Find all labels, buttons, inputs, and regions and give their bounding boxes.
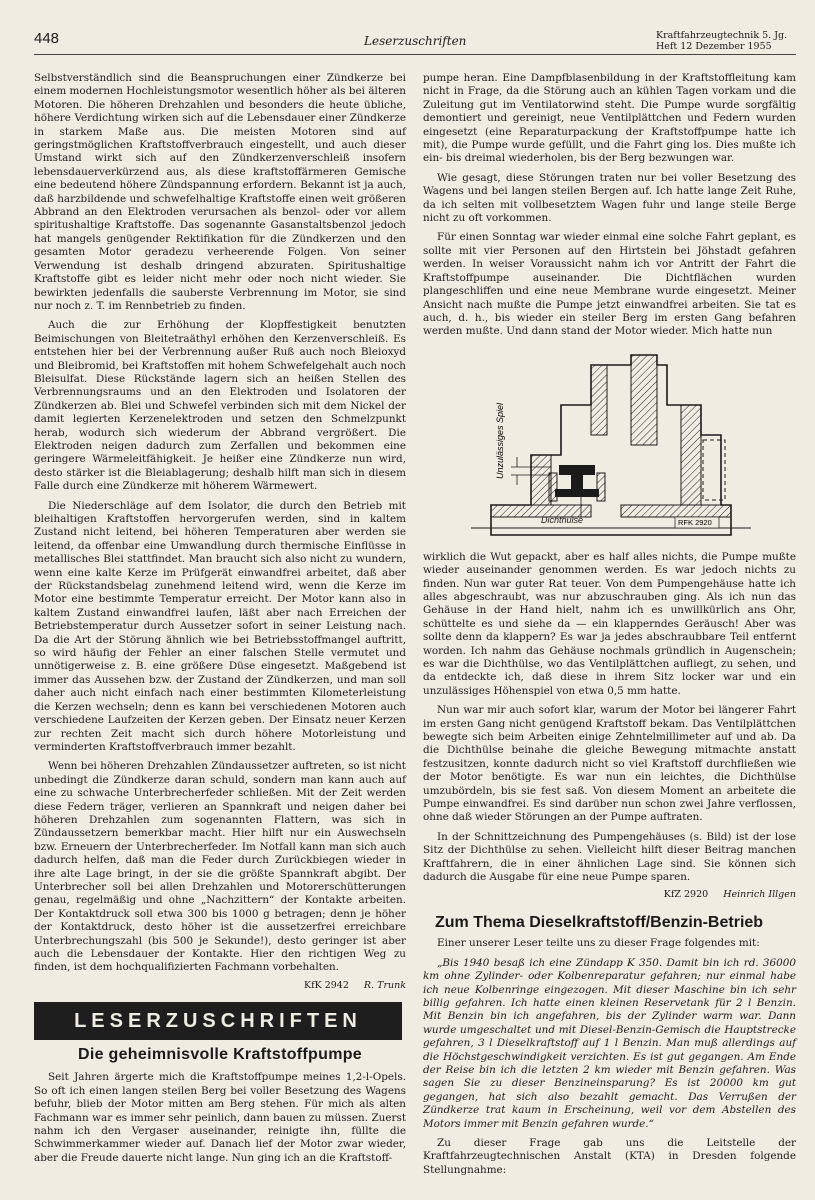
pump-drawing-svg (431, 345, 791, 541)
right-signature-name: Heinrich Illgen (723, 889, 796, 901)
right-paragraph-3: Für einen Sonntag war wieder einmal eine solche Fahrt geplant, es sollte mit vier Personen auf den Hirtstein bei Jöhstadt gefahren werden. In weiser Voraussicht nahm ich vor Antritt der Fahrt die Kraftstoffpumpe auseinander. Die Dichtflächen wurden plangeschliffen und eine neue Membrane wurde eingesetzt. Meiner Ansicht nach mußte die Pumpe jetzt einwandfrei arbeiten. Sie tat es auch, d. h., bis wieder ein steiler Berg im ersten Gang befahren werden mußte. Und dann stand der Motor wieder. Mich hatte nun (423, 231, 796, 338)
diesel-article-title: Zum Thema Dieselkraftstoff/Benzin-Betrieb (435, 913, 764, 931)
diesel-article (423, 913, 796, 1177)
section-banner: LESERZUSCHRIFTEN (34, 1002, 402, 1040)
left-signature-name: R. Trunk (363, 979, 406, 991)
pump-article (34, 1048, 406, 1165)
left-signature (34, 979, 406, 992)
pump-article-paragraph: Seit Jahren ärgerte mich die Kraftstoffpumpe meines 1,2-l-Opels. So oft ich einen langen steilen Berg bei voller Besetzung des Wagens befuhr, blieb der Motor mitten am Berg stehen. Für mich als alten Fachmann war es immer sehr peinlich, dann bauen zu müssen. Zuerst nahm ich den Vergaser auseinander, reinigte ihn, füllte die Schwimmerkammer wieder auf. Danach lief der Motor zwar wieder, aber die Freude dauerte nicht lange. Nun ging ich an die Kraftstoff- (34, 1071, 406, 1164)
label-unzulaessiges-spiel: Unzulässiges Spiel (495, 402, 505, 479)
left-paragraph-1: Selbstverständlich sind die Beanspruchungen einer Zündkerze bei einem modernen Hochleistungsmotor wesentlich höher als bei älteren Motoren. Die höheren Drehzahlen und besonders die heute übliche, höhere Verdichtung wirken sich auf die Lebensdauer einer Zündkerze in starkem Maße aus. Die meisten Motoren sind auf geringstmöglichen Kraftstoffverbrauch eingestellt, und auch dieser Umstand wirkt sich auf den Zündkerzenverschleiß insofern lebensdauerverkürzend aus, als diese kraftstoffärmeren Gemische eine bedeutend höhere Zündspannung erfordern. Bekannt ist ja auch, daß harzbildende und schwefelhaltige Kraftstoffe einen weit größeren Abbrand an den Elektroden verursachen als benzol- oder vor allem spiritushaltige Kraftstoffe. Das sogenannte Gasanstaltsbenzol jedoch hat mangels genügender Rektifikation für die Zündkerzen und den gesamten Motor geradezu verheerende Folgen. Von seiner Verwendung ist deshalb dringend abzuraten. Spiritushaltige Kraftstoffe gibt es leider nicht mehr oder noch nicht wieder. Sie bewirkten jedenfalls die sauberste Verbrennung im Motor, sie sind nur noch z. T. im Rennbetrieb zu finden. (34, 72, 406, 312)
right-paragraph-4: wirklich die Wut gepackt, aber es half alles nichts, die Pumpe mußte wieder auseinander genommen werden. Es war jedoch nichts zu finden. Nun war guter Rat teuer. Von dem Pumpengehäuse hatte ich alles abgeschraubt, was nur abzuschrauben ging. Als ich nun das Gehäuse in der Hand hielt, nahm ich es unwillkürlich ans Ohr, schüttelte es und siehe da — ein klapperndes Geräusch! Aber was sollte denn da klappern? Es war ja jedes abschraubbare Teil entfernt worden. Ich nahm das Gehäuse nochmals gründlich in Augenschein; es war die Dichthülse, wo das Ventilplättchen aufliegt, zu sehen, und da entdeckte ich, daß diese in ihrem Sitz locker war und ein unzulässiges Höhenspiel von etwa 0,5 mm hatte. (423, 550, 796, 697)
right-signature-code: KfZ 2920 (663, 889, 709, 901)
left-column (34, 72, 406, 998)
left-paragraph-3: Die Niederschläge auf dem Isolator, die durch den Betrieb mit bleihaltigen Kraftstoffen hervorgerufen werden, sind in kaltem Zustand nicht leitend, bei höheren Temperaturen aber werden sie leitend, da offenbar eine Umwandlung durch thermische Einflüsse in metallisches Blei stattfindet. Man braucht sich also nicht zu wundern, wenn eine kalte Kerze im Prüfgerät einwandfrei arbeitet, daß aber der Rückstandsbelag zunehmend leitend wird, wenn die Kerze im Motor eine bestimmte Temperatur erreicht. Der Motor kann also in kaltem Zustand einwandfrei laufen, läßt aber nach Erreichen der Betriebstemperatur durch Aussetzer sofort in seiner Leistung nach. Da die Art der Störung ähnlich wie bei Betriebsstoffmangel auftritt, so wird häufig der Fehler an einer falschen Stelle vermutet und unnötigerweise z. B. eine größere Düse eingesetzt. Maßgebend ist immer das Aussehen bzw. der Zustand der Zündkerzen, und man soll daher auch nicht einfach nach einer bestimmten Kilometerleistung die Kerzen wechseln; denn es kann bei verschiedenen Motoren auch verschiedene Laufzeiten der Kerzen geben. Der Einsatz neuer Kerzen zur rechten Zeit macht sich durch höhere Motorleistung und verminderten Kraftstoffverbrauch immer bezahlt. (34, 499, 406, 753)
journal-line-2: Heft 12 Dezember 1955 (656, 41, 772, 52)
left-signature-code: KfK 2942 (303, 979, 349, 991)
right-paragraph-6: In der Schnittzeichnung des Pumpengehäuses (s. Bild) ist der lose Sitz der Dichthülse zu sehen. Vielleicht hilft dieser Beitrag manchen Kraftfahrern, die in einer ähnlichen Lage sind. Sie können sich dadurch die Ausgabe für eine neue Pumpe sparen. (423, 830, 796, 884)
journal-line-1: Kraftfahrzeugtechnik 5. Jg. (656, 30, 788, 41)
left-paragraph-2: Auch die zur Erhöhung der Klopffestigkeit benutzten Beimischungen von Bleitetraäthyl erhöhen den Kerzenverschleiß. Es entstehen hier bei der Verbrennung außer Ruß auch noch Bleioxyd und Bleibromid, bei Kraftstoffen mit hohem Schwefelgehalt auch noch Bleisulfat. Diese Rückstände lagern sich an heißen Stellen des Verbrennungsraums und an den Elektroden und Isolatoren der Zündkerzen ab. Blei und Schwefel verbinden sich mit dem Nickel der damit legierten Kerzenelektroden und setzen den Schmelzpunkt herab, wodurch sich wiederum der Abbrand vergrößert. Die Elektroden neigen dadurch zum Zerfallen und bekommen eine geringere Wärmeleitfähigkeit. Je heißer eine Zündkerze nun wird, desto stärker ist die Bleiablagerung; deshalb hilft man sich in diesem Falle durch eine Zündkerze mit höherem Wärmewert. (34, 319, 406, 493)
label-dichthuelse: Dichthülse (541, 514, 584, 525)
right-paragraph-2: Wie gesagt, diese Störungen traten nur bei voller Besetzung des Wagens und bei langen steilen Bergen auf. Ich hatte lange Zeit Ruhe, da ich selten mit vollbesetztem Wagen fuhr und lange steile Berge nicht zu oft vorkommen. (423, 171, 796, 225)
right-paragraph-1: pumpe heran. Eine Dampfblasenbildung in der Kraftstoffleitung kam nicht in Frage, da die Störung auch an kühlen Tagen vorkam und die Zuleitung gut im Ventilatorwind steht. Die Pumpe wurde sorgfältig demontiert und gereinigt, neue Ventilplättchen und Federn wurden eingesetzt (eine Reparaturpackung der Kraftstoffpumpe hatte ich mit), die Pumpe wurde gefüllt, und die Fahrt ging los. Dies mußte ich ein- bis dreimal wiederholen, bis der Berg bezwungen war. (423, 72, 796, 165)
left-paragraph-4: Wenn bei höheren Drehzahlen Zündaussetzer auftreten, so ist nicht unbedingt die Zündkerze daran schuld, sondern man kann auch auf eine zu schwache Unterbrecherfeder schließen. Mit der Zeit werden diese Federn träger, verlieren an Spannkraft und neigen daher bei höheren Drehzahlen zum sogenannten Flattern, was sich in Zündaussetzern bemerkbar macht. Hier hilft nur ein Auswechseln bzw. Erneuern der Unterbrecherfeder. Im Notfall kann man sich auch dadurch helfen, daß man die Feder durch Zurückbiegen wieder in ihre alte Lage bringt, in der sie die größte Spannkraft abgibt. Der Unterbrecher soll bei allen Drehzahlen und Motorerschütterungen genau, regelmäßig und ohne „Nachzittern“ der Kontakte arbeiten. Der Kontaktdruck soll etwa 300 bis 1000 g betragen; denn je höher der Kontaktdruck, desto höher ist die aussetzerfrei erreichbare Unterbrechungszahl (bis 500 je Sekunde!), desto geringer ist aber auch die Lebensdauer der Kontakte. Hier den richtigen Weg zu finden, ist dem hochqualifizierten Fachmann vorbehalten. (34, 760, 406, 974)
page-number: 448 (34, 30, 60, 47)
pump-section-drawing (431, 345, 791, 541)
diesel-article-intro: Einer unserer Leser teilte uns zu dieser Frage folgendes mit: (437, 937, 760, 950)
running-title: Leserzuschriften (364, 34, 467, 48)
journal-info (656, 30, 796, 52)
diesel-article-closing: Zu dieser Frage gab uns die Leitstelle der Kraftfahrzeugtechnischen Anstalt (KTA) in Dresden folgende Stellungnahme: (423, 1136, 796, 1176)
pump-article-title: Die geheimnisvolle Kraftstoffpumpe (77, 1046, 363, 1063)
right-column (423, 72, 796, 1183)
right-signature (423, 888, 796, 901)
right-paragraph-5: Nun war mir auch sofort klar, warum der Motor bei längerer Fahrt im ersten Gang nicht genügend Kraftstoff bekam. Das Ventilplättchen bewegte sich beim Arbeiten einige Zehntelmillimeter auf und ab. Da die Dichthülse beinahe die gleiche Bewegung mitmachte anstatt festzusitzen, konnte dadurch nicht so viel Kraftstoff durchfließen wie der Motor benötigte. Es war nun ein leichtes, die Dichthülse umzubördeln, bis sie fest saß. Von diesem Moment an arbeitete die Pumpe einwandfrei. Es sind darüber nun schon zwei Jahre verflossen, ohne daß wieder Störungen an der Pumpe auftraten. (423, 704, 796, 824)
diesel-article-quote: „Bis 1940 besaß ich eine Zündapp K 350. Damit bin ich rd. 36000 km ohne Zylinder- oder Kolbenreparatur gefahren; nur einmal habe ich neue Kolbenringe eingezogen. Mit dieser Maschine bin ich sehr billig gefahren. Ich hatte einen kleinen Reservetank für 2 l Benzin. Mit Benzin bin ich angefahren, bis der Zylinder warm war. Dann wurde umgeschaltet und mit Diesel-Benzin-Gemisch die Hauptstrecke gefahren, 3 l Dieselkraftstoff auf 1 l Benzin. Man muß allerdings auf die Höchstgeschwindigkeit verzichten. Es ist gut gegangen. Am Ende der Reise bin ich die letzten 2 km wieder mit Benzin gefahren. Was sagen Sie zu dieser Benzineinsparung? Es ist 20000 km gut gegangen, hat sich also bezahlt gemacht. Das Verrußen der Zündkerze trat kaum in Erscheinung, weil vor dem Abstellen des Motors immer mit Benzin gefahren wurde.“ (423, 956, 796, 1130)
label-figure-code: RFK 2920 (678, 517, 712, 527)
page-header (34, 30, 796, 55)
